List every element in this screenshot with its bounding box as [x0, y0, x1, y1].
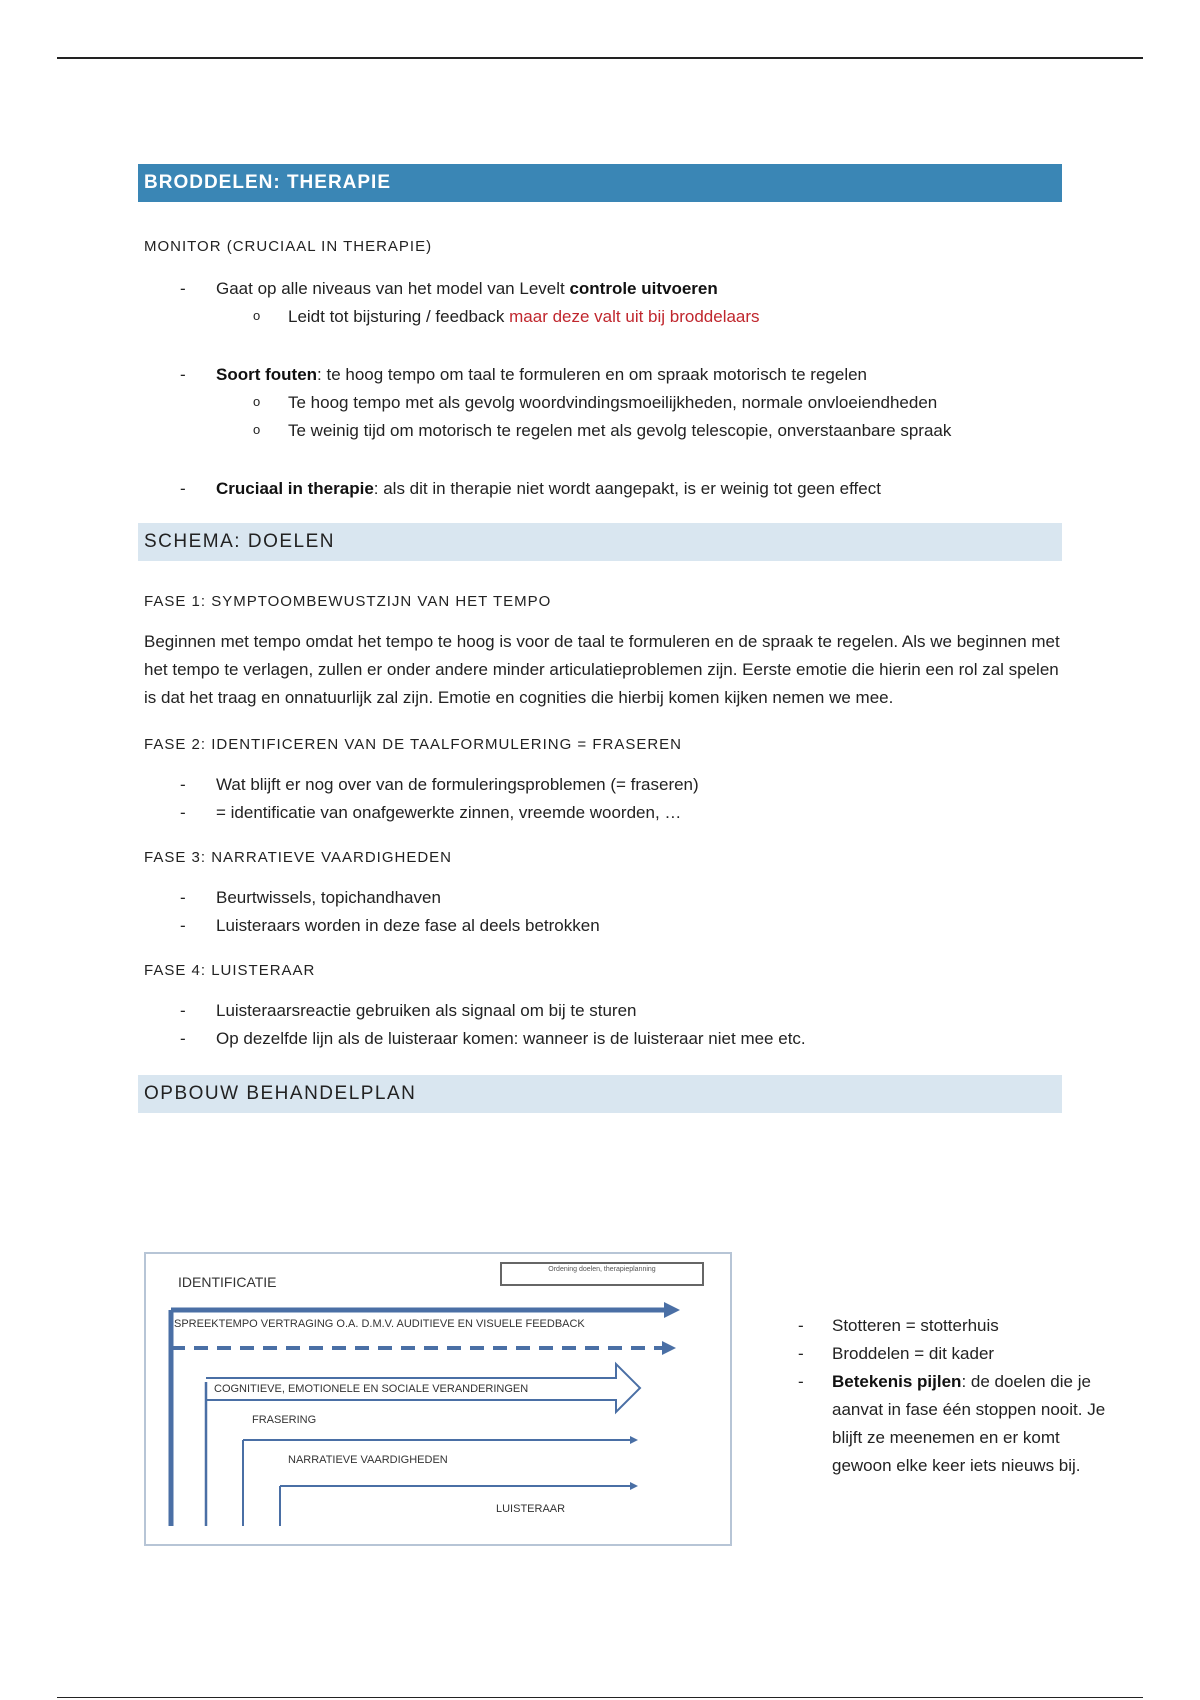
diagram-arrows [146, 1254, 730, 1544]
subheading-fase1: FASE 1: SYMPTOOMBEWUSTZIJN VAN HET TEMPO [144, 593, 552, 610]
list-item: o Te weinig tijd om motorisch te regelen met als gevolg telescopie, onverstaanbare spraak [138, 417, 1062, 445]
top-rule [57, 57, 1143, 59]
diagram-legend-box: Ordening doelen, therapieplanning [500, 1262, 704, 1286]
spreektempo-arrow-head [664, 1302, 680, 1318]
bottom-rule [57, 1697, 1143, 1698]
diagram-side-notes [790, 1312, 1120, 1480]
label-cognitieve: COGNITIEVE, EMOTIONELE EN SOCIALE VERANDERINGEN [214, 1383, 529, 1395]
monitor-list [138, 275, 1062, 331]
red-note: maar deze valt uit bij broddelaars [509, 307, 760, 326]
label-spreektempo: SPREEKTEMPO VERTRAGING O.A. D.M.V. AUDITIEVE EN VISUELE FEEDBACK [174, 1318, 585, 1330]
heading-opbouw-behandelplan: OPBOUW BEHANDELPLAN [138, 1075, 1062, 1113]
sub-list [216, 389, 1062, 445]
list-item: - Cruciaal in therapie: als dit in therapie niet wordt aangepakt, is er weinig tot geen effect [138, 475, 1062, 503]
list-item: - Luisteraarsreactie gebruiken als signaal om bij te sturen [138, 997, 1062, 1025]
list-item: - Soort fouten: te hoog tempo om taal te formuleren en om spraak motorisch te regelen o Te hoog tempo met als gevolg woordvindingsmoeilijkheden, normale onvloeiendheden o Te weinig tijd om motorisch te regelen met als gevolg telescopie, onverstaanbare spraak [138, 361, 1062, 445]
cruciaal-list [138, 475, 1062, 503]
subheading-fase4: FASE 4: LUISTERAAR [144, 962, 316, 979]
sub-list [216, 303, 1062, 331]
behandelplan-diagram [144, 1252, 732, 1546]
frasering-arrow-head [630, 1436, 638, 1444]
label-luisteraar: LUISTERAAR [496, 1503, 566, 1515]
list-item: o Te hoog tempo met als gevolg woordvindingsmoeilijkheden, normale onvloeiendheden [138, 389, 1062, 417]
luisteraar-arrow-head [630, 1482, 638, 1490]
list-item: - Gaat op alle niveaus van het model van Levelt controle uitvoeren o Leidt tot bijsturing / feedback maar deze valt uit bij broddelaars [138, 275, 1062, 331]
label-frasering: FRASERING [252, 1414, 317, 1426]
label-narratieve: NARRATIEVE VAARDIGHEDEN [288, 1454, 448, 1466]
list-item: - Wat blijft er nog over van de formuleringsproblemen (= fraseren) [138, 771, 1062, 799]
fase2-list [138, 771, 1062, 827]
heading-schema-doelen: SCHEMA: DOELEN [138, 523, 1062, 561]
label-identificatie: IDENTIFICATIE [178, 1274, 277, 1290]
list-item: - Broddelen = dit kader [790, 1340, 1120, 1368]
fase3-list [138, 884, 1062, 940]
subheading-fase2: FASE 2: IDENTIFICEREN VAN DE TAALFORMULERING = FRASEREN [144, 736, 683, 753]
list-item: - Luisteraars worden in deze fase al deels betrokken [138, 912, 1062, 940]
list-item: - Beurtwissels, topichandhaven [138, 884, 1062, 912]
heading-broddelen-therapie: BRODDELEN: THERAPIE [138, 164, 1062, 202]
list-item: - Betekenis pijlen: de doelen die je aanvat in fase één stoppen nooit. Je blijft ze meenemen en er komt gewoon elke keer iets nieuws bij. [790, 1368, 1120, 1480]
fase4-list [138, 997, 1062, 1053]
fouten-list [138, 361, 1062, 445]
subheading-monitor: MONITOR (CRUCIAAL IN THERAPIE) [144, 238, 433, 255]
dashed-arrow-head [662, 1341, 676, 1355]
list-item: - Op dezelfde lijn als de luisteraar komen: wanneer is de luisteraar niet mee etc. [138, 1025, 1062, 1053]
list-item: o Leidt tot bijsturing / feedback maar deze valt uit bij broddelaars [138, 303, 1062, 331]
side-list [790, 1312, 1120, 1480]
fase1-paragraph: Beginnen met tempo omdat het tempo te hoog is voor de taal te formuleren en de spraak te regelen. Als we beginnen met het tempo te verlagen, zullen er onder andere minder articulatieproblemen zijn. Eerste emotie die hierin een rol zal spelen is dat het traag en onnatuurlijk zal zijn. Emotie en cognities die hierbij komen kijken nemen we mee. [144, 632, 1060, 707]
list-item: - Stotteren = stotterhuis [790, 1312, 1120, 1340]
list-item: - = identificatie van onafgewerkte zinnen, vreemde woorden, … [138, 799, 1062, 827]
subheading-fase3: FASE 3: NARRATIEVE VAARDIGHEDEN [144, 849, 453, 866]
document-body [138, 164, 1062, 1113]
